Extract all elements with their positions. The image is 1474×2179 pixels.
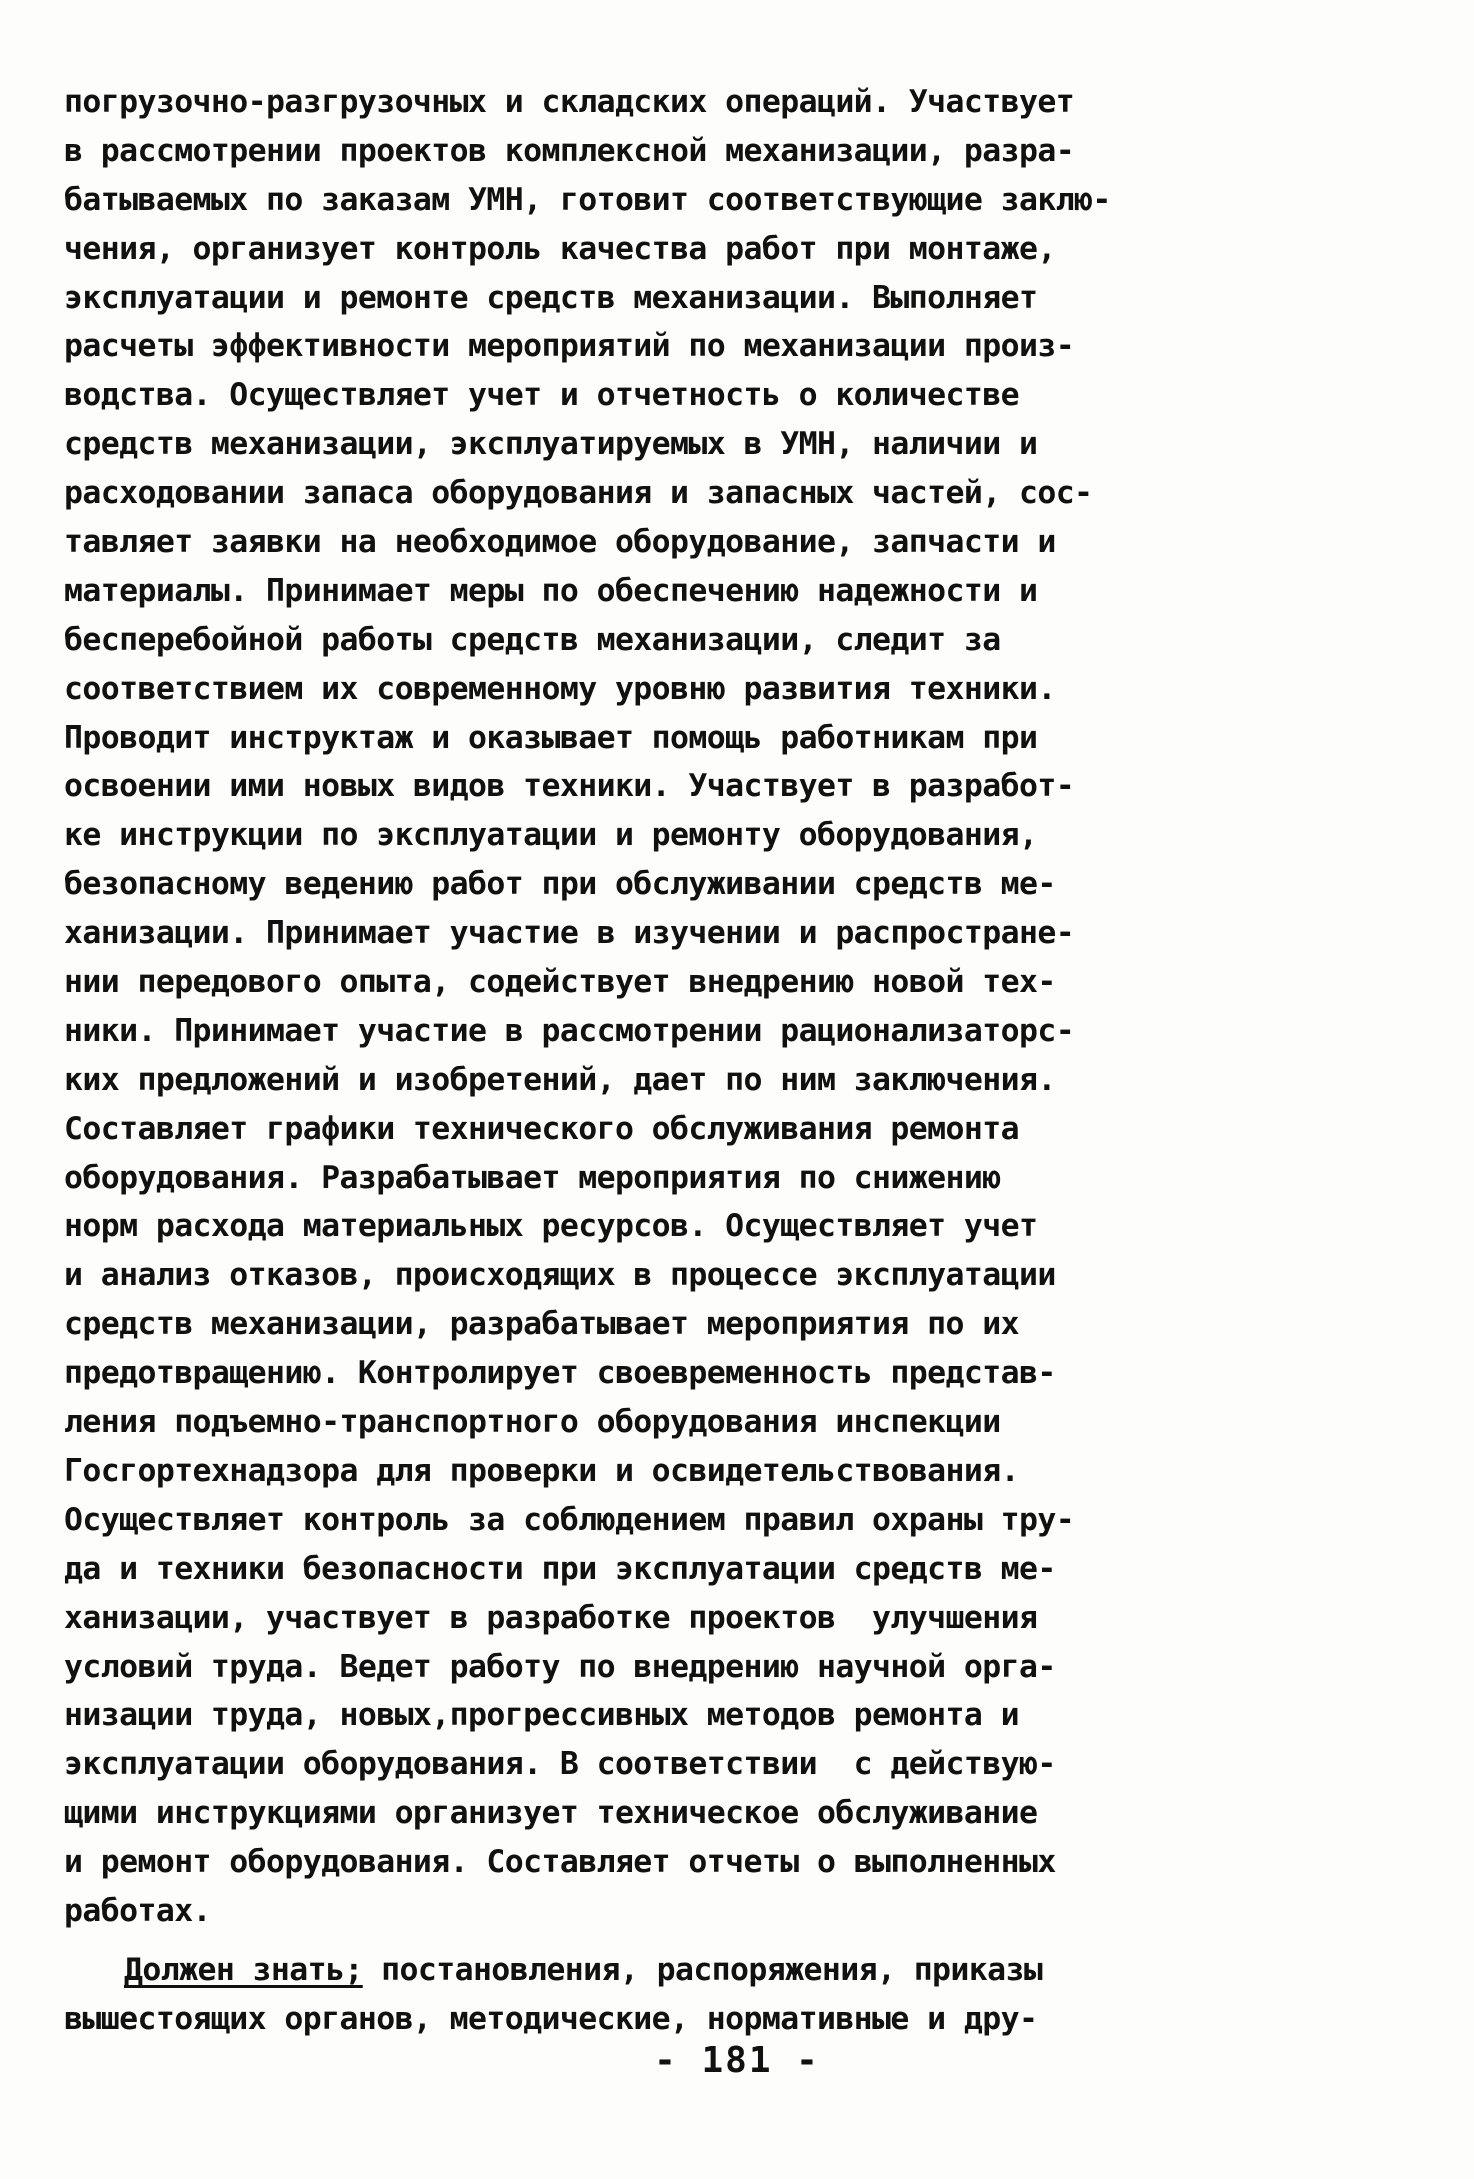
text-line: Проводит инструктаж и оказывает помощь работникам при: [64, 719, 1038, 756]
text-line: тавляет заявки на необходимое оборудование, запчасти и: [64, 524, 1056, 561]
text-line: Госгортехнадзора для проверки и освидетельствования.: [64, 1452, 1019, 1489]
text-line: оборудования. Разрабатывает мероприятия по снижению: [64, 1159, 1001, 1196]
text-line: средств механизации, разрабатывает мероприятия по их: [64, 1306, 1019, 1343]
text-line: расходовании запаса оборудования и запасных частей, сос-: [64, 475, 1093, 512]
text-line: средств механизации, эксплуатируемых в УМН, наличии и: [64, 426, 1038, 463]
page-number: - 181 -: [654, 2040, 820, 2081]
text-line: да и техники безопасности при эксплуатации средств ме-: [64, 1550, 1056, 1587]
text-line: материалы. Принимает меры по обеспечению надежности и: [64, 572, 1038, 609]
text-line: вышестоящих органов, методические, нормативные и дру-: [64, 2000, 1038, 2037]
text-line: Осуществляет контроль за соблюдением правил охраны тру-: [64, 1501, 1075, 1538]
text-line: низации труда, новых,прогрессивных методов ремонта и: [64, 1697, 1019, 1734]
text-line: ханизации. Принимает участие в изучении и распростране-: [64, 915, 1075, 952]
text-line: ке инструкции по эксплуатации и ремонту оборудования,: [64, 817, 1038, 854]
text-line: ких предложений и изобретений, дает по ним заключения.: [64, 1061, 1056, 1098]
must-know-line: [64, 1946, 1464, 1995]
text-line: в рассмотрении проектов комплексной механизации, разра-: [64, 132, 1075, 169]
text-line: условий труда. Ведет работу по внедрению научной орга-: [64, 1648, 1056, 1685]
text-line: ления подъемно-транспортного оборудования инспекции: [64, 1404, 1001, 1441]
text-line: щими инструкциями организует техническое обслуживание: [64, 1795, 1038, 1832]
text-line: предотвращению. Контролирует своевременность представ-: [64, 1355, 1056, 1392]
text-line: норм расхода материальных ресурсов. Осуществляет учет: [64, 1208, 1038, 1245]
must-know-text: постановления, распоряжения, приказы: [362, 1951, 1043, 1988]
text-line: расчеты эффективности мероприятий по механизации произ-: [64, 328, 1075, 365]
text-line: нии передового опыта, содействует внедрению новой тех-: [64, 964, 1056, 1001]
text-line: эксплуатации и ремонте средств механизации. Выполняет: [64, 279, 1038, 316]
text-line: соответствием их современному уровню развития техники.: [64, 670, 1056, 707]
text-line: освоении ими новых видов техники. Участвует в разработ-: [64, 768, 1075, 805]
text-line: и анализ отказов, происходящих в процессе эксплуатации: [64, 1257, 1056, 1294]
text-line: батываемых по заказам УМН, готовит соответствующие заклю-: [64, 181, 1111, 218]
text-line: и ремонт оборудования. Составляет отчеты о выполненных: [64, 1844, 1056, 1881]
text-line: эксплуатации оборудования. В соответствии с действую-: [64, 1746, 1056, 1783]
body-text: [64, 78, 1464, 2044]
text-line: бесперебойной работы средств механизации, следит за: [64, 621, 1001, 658]
text-line: ханизации, участвует в разработке проектов улучшения: [64, 1599, 1038, 1636]
text-line: водства. Осуществляет учет и отчетность о количестве: [64, 377, 1019, 414]
text-line: погрузочно-разгрузочных и складских операций. Участвует: [64, 84, 1075, 120]
must-know-label: Должен знать;: [124, 1951, 363, 1988]
text-line: Составляет графики технического обслуживания ремонта: [64, 1110, 1019, 1147]
text-line: ники. Принимает участие в рассмотрении рационализаторс-: [64, 1012, 1075, 1049]
text-line: чения, организует контроль качества работ при монтаже,: [64, 230, 1056, 267]
text-line: безопасному ведению работ при обслуживании средств ме-: [64, 866, 1056, 903]
text-line: работах.: [64, 1892, 211, 1929]
paragraph-gap: [64, 1936, 1464, 1946]
